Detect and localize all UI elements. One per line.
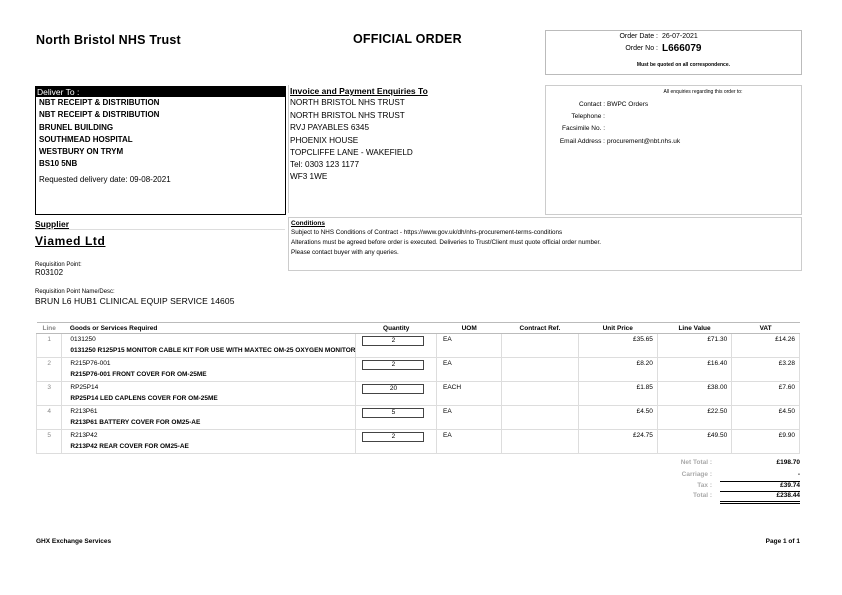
requisition-desc-value: BRUN L6 HUB1 CLINICAL EQUIP SERVICE 14605 (35, 296, 235, 306)
column-header-contract: Contract Ref. (502, 323, 578, 334)
invoice-line: NORTH BRISTOL NHS TRUST (290, 98, 405, 107)
column-header-line: Line (37, 323, 62, 334)
item-code: R215P76-001 (70, 360, 111, 367)
item-code: RP25P14 (70, 384, 99, 391)
table-row (37, 358, 800, 382)
column-header-goods: Goods or Services Required (62, 323, 356, 334)
requisition-desc-label: Requisition Point Name/Desc: (35, 289, 115, 295)
fax-label: Facsimile No. : (562, 125, 605, 132)
column-header-uom: UOM (437, 323, 502, 334)
unit-price: £24.75 (632, 432, 653, 439)
condition-line: Alterations must be agreed before order is executed. Deliveries to Trust/Client must quote official order number. (291, 239, 601, 246)
order-date-value: 26-07-2021 (662, 33, 698, 40)
uom-value: EA (443, 408, 452, 415)
order-items-table (36, 322, 800, 454)
order-date-label: Order Date : (619, 33, 658, 40)
line-value: £38.00 (707, 384, 728, 391)
requisition-point-label: Requisition Point: (35, 262, 82, 268)
quantity-value: 2 (362, 336, 424, 346)
line-number: 3 (47, 384, 51, 391)
invoice-line: WF3 1WE (290, 172, 328, 181)
vat-value: £7.60 (778, 384, 795, 391)
table-row (37, 430, 800, 454)
quantity-value: 20 (362, 384, 424, 394)
total-rule-bottom (720, 501, 800, 502)
unit-price: £4.50 (636, 408, 653, 415)
invoice-line: RVJ PAYABLES 6345 (290, 123, 370, 132)
uom-value: EACH (443, 384, 462, 391)
organisation-name: North Bristol NHS Trust (36, 33, 181, 47)
email-value: procurement@nbt.nhs.uk (607, 138, 681, 145)
invoice-line: TOPCLIFFE LANE - WAKEFIELD (290, 148, 413, 157)
line-number: 1 (47, 336, 51, 343)
deliver-line: BS10 5NB (39, 159, 78, 168)
carriage-label: Carriage : (681, 471, 712, 478)
uom-value: EA (443, 432, 452, 439)
deliver-line: WESTBURY ON TRYM (39, 147, 124, 156)
supplier-label: Supplier (35, 219, 70, 229)
item-code: 0131250 (70, 336, 96, 343)
condition-line: Please contact buyer with any queries. (291, 249, 399, 256)
deliver-to-box (35, 86, 286, 215)
order-note: Must be quoted on all correspondence. (636, 62, 730, 68)
vat-value: £4.50 (778, 408, 795, 415)
item-description: RP25P14 LED CAPLENS COVER FOR OM-25ME (70, 395, 218, 402)
column-header-line-value: Line Value (657, 323, 731, 334)
vat-value: £14.26 (775, 336, 795, 343)
uom-value: EA (443, 336, 452, 343)
column-header-unit-price: Unit Price (578, 323, 657, 334)
enquiries-box (545, 85, 802, 215)
requisition-point-value: R03102 (35, 268, 64, 277)
invoice-divider (288, 85, 289, 213)
deliver-to-heading: Deliver To : (36, 87, 286, 97)
total-rule-double (720, 503, 800, 504)
deliver-line: NBT RECEIPT & DISTRIBUTION (39, 98, 160, 107)
tax-label: Tax : (697, 482, 712, 489)
table-header-row (37, 323, 800, 334)
order-no-label: Order No : (625, 45, 658, 52)
table-row (37, 406, 800, 430)
line-number: 4 (47, 408, 51, 415)
line-value: £71.30 (707, 336, 728, 343)
email-label: Email Address : (559, 138, 605, 145)
net-total-value: £198.70 (776, 459, 800, 466)
total-value: £238.44 (776, 492, 800, 499)
deliver-line: SOUTHMEAD HOSPITAL (39, 135, 133, 144)
contact-label: Contact : (578, 101, 605, 108)
order-info-box (545, 30, 802, 75)
telephone-label: Telephone : (571, 113, 605, 120)
item-description: 0131250 R125P15 MONITOR CABLE KIT FOR USE WITH MAXTEC OM-25 OXYGEN MONITOR (70, 347, 356, 354)
uom-value: EA (443, 360, 452, 367)
carriage-value: - (797, 471, 800, 478)
line-number: 5 (47, 432, 51, 439)
item-description: R213P61 BATTERY COVER FOR OM25-AE (70, 419, 201, 426)
line-number: 2 (47, 360, 51, 367)
unit-price: £8.20 (636, 360, 653, 367)
footer-provider: GHX Exchange Services (36, 538, 112, 545)
line-value: £22.50 (707, 408, 728, 415)
item-description: R215P76-001 FRONT COVER FOR OM-25ME (70, 371, 207, 378)
conditions-box (288, 217, 802, 271)
condition-line: Subject to NHS Conditions of Contract - https://www.gov.uk/dh/nhs-procurement-terms-conditions (291, 229, 563, 236)
invoice-line: NORTH BRISTOL NHS TRUST (290, 111, 405, 120)
vat-value: £9.90 (778, 432, 795, 439)
item-code: R213P61 (70, 408, 98, 415)
requested-delivery-date: Requested delivery date: 09-08-2021 (39, 175, 171, 184)
invoice-line: PHOENIX HOUSE (290, 136, 359, 145)
order-no-value: L666079 (662, 43, 702, 54)
net-total-label: Net Total : (680, 459, 712, 466)
line-value: £16.40 (707, 360, 728, 367)
quantity-value: 2 (362, 360, 424, 370)
contact-value: BWPC Orders (607, 101, 649, 108)
table-row (37, 334, 800, 358)
tax-value: £39.74 (780, 482, 800, 489)
deliver-line: NBT RECEIPT & DISTRIBUTION (39, 110, 160, 119)
quantity-value: 2 (362, 432, 424, 442)
column-header-quantity: Quantity (356, 323, 437, 334)
supplier-divider (35, 229, 285, 230)
conditions-heading: Conditions (291, 220, 325, 227)
footer-page-number: Page 1 of 1 (765, 538, 800, 545)
vat-value: £3.28 (778, 360, 795, 367)
deliver-line: BRUNEL BUILDING (39, 123, 114, 132)
invoice-line: Tel: 0303 123 1177 (290, 160, 360, 169)
unit-price: £35.65 (632, 336, 653, 343)
column-header-vat: VAT (732, 323, 800, 334)
quantity-value: 5 (362, 408, 424, 418)
document-title: OFFICIAL ORDER (353, 32, 462, 46)
item-description: R213P42 REAR COVER FOR OM25-AE (70, 443, 189, 450)
item-code: R213P42 (70, 432, 98, 439)
table-row (37, 382, 800, 406)
unit-price: £1.85 (636, 384, 653, 391)
total-label: Total : (692, 492, 712, 499)
line-value: £49.50 (707, 432, 728, 439)
supplier-name: Viamed Ltd (35, 234, 106, 248)
invoice-heading: Invoice and Payment Enquiries To (290, 86, 428, 96)
enquiries-note: All enquiries regarding this order to: (663, 89, 743, 95)
